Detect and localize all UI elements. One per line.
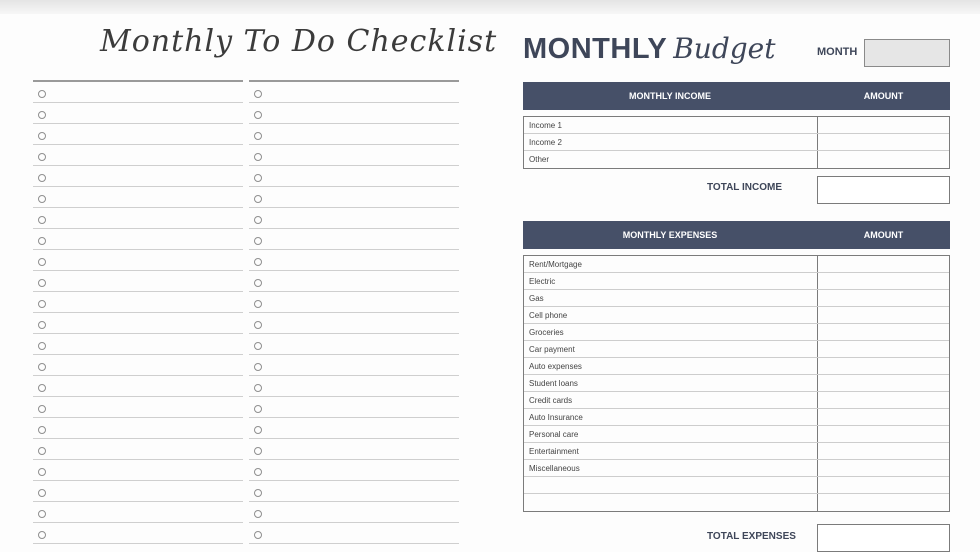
row-label: Other [524, 151, 818, 168]
table-row [524, 460, 949, 477]
checkbox-circle-icon[interactable] [38, 489, 46, 497]
table-row [524, 117, 949, 134]
checklist-row[interactable] [249, 397, 459, 418]
checkbox-circle-icon[interactable] [254, 258, 262, 266]
checkbox-circle-icon[interactable] [254, 468, 262, 476]
row-label: Car payment [524, 341, 818, 357]
table-row [524, 358, 949, 375]
checklist-row[interactable] [33, 250, 243, 271]
checklist-row[interactable] [33, 460, 243, 481]
checklist-row[interactable] [249, 124, 459, 145]
checklist-row[interactable] [33, 187, 243, 208]
checkbox-circle-icon[interactable] [254, 195, 262, 203]
checkbox-circle-icon[interactable] [38, 468, 46, 476]
checkbox-circle-icon[interactable] [38, 279, 46, 287]
checkbox-circle-icon[interactable] [254, 447, 262, 455]
amount-cell[interactable] [818, 324, 949, 340]
amount-cell[interactable] [818, 358, 949, 374]
row-label: Electric [524, 273, 818, 289]
checklist-column-right [249, 80, 459, 544]
checklist-row[interactable] [33, 103, 243, 124]
checklist-row[interactable] [249, 481, 459, 502]
amount-cell[interactable] [818, 426, 949, 442]
checkbox-circle-icon[interactable] [38, 300, 46, 308]
amount-cell[interactable] [818, 341, 949, 357]
row-label: Cell phone [524, 307, 818, 323]
checklist-row[interactable] [33, 481, 243, 502]
checkbox-circle-icon[interactable] [38, 195, 46, 203]
checklist-row[interactable] [249, 229, 459, 250]
budget-title [523, 32, 776, 72]
checklist-row[interactable] [249, 208, 459, 229]
checkbox-circle-icon[interactable] [38, 510, 46, 518]
row-label: Income 1 [524, 117, 818, 133]
checkbox-circle-icon[interactable] [38, 258, 46, 266]
checklist-row[interactable] [33, 313, 243, 334]
income-header-label: MONTHLY INCOME [628, 91, 711, 101]
amount-cell[interactable] [818, 117, 949, 133]
checklist-row[interactable] [249, 145, 459, 166]
amount-cell[interactable] [818, 273, 949, 289]
total-income-label: TOTAL INCOME [707, 182, 782, 193]
row-label: Credit cards [524, 392, 818, 408]
checkbox-circle-icon[interactable] [38, 447, 46, 455]
table-row [524, 426, 949, 443]
row-label: Entertainment [524, 443, 818, 459]
checkbox-circle-icon[interactable] [254, 153, 262, 161]
checkbox-circle-icon[interactable] [254, 237, 262, 245]
checkbox-circle-icon[interactable] [254, 321, 262, 329]
row-label: Miscellaneous [524, 460, 818, 476]
amount-cell[interactable] [818, 460, 949, 476]
row-label: Rent/Mortgage [524, 256, 818, 272]
income-header [523, 82, 950, 110]
table-row [524, 392, 949, 409]
checkbox-circle-icon[interactable] [254, 384, 262, 392]
checkbox-circle-icon[interactable] [38, 405, 46, 413]
table-row [524, 375, 949, 392]
checklist-row[interactable] [249, 166, 459, 187]
amount-cell[interactable] [818, 477, 949, 493]
checklist-row[interactable] [33, 397, 243, 418]
checklist-row[interactable] [249, 292, 459, 313]
checkbox-circle-icon[interactable] [254, 342, 262, 350]
checkbox-circle-icon[interactable] [254, 90, 262, 98]
checklist-row[interactable] [33, 208, 243, 229]
checklist-row[interactable] [33, 229, 243, 250]
amount-cell[interactable] [818, 290, 949, 306]
checkbox-circle-icon[interactable] [38, 216, 46, 224]
checklist-column-left [33, 80, 243, 544]
amount-cell[interactable] [818, 307, 949, 323]
checkbox-circle-icon[interactable] [38, 321, 46, 329]
checkbox-circle-icon[interactable] [254, 426, 262, 434]
checklist-row[interactable] [249, 439, 459, 460]
checklist-row[interactable] [249, 460, 459, 481]
checklist-row[interactable] [249, 523, 459, 544]
checklist-row[interactable] [249, 250, 459, 271]
checklist-row[interactable] [33, 292, 243, 313]
checkbox-circle-icon[interactable] [38, 384, 46, 392]
amount-cell[interactable] [818, 409, 949, 425]
checklist-row[interactable] [249, 355, 459, 376]
amount-cell[interactable] [818, 443, 949, 459]
checkbox-circle-icon[interactable] [38, 90, 46, 98]
table-row [524, 443, 949, 460]
table-row [524, 477, 949, 494]
table-row [524, 151, 949, 168]
checkbox-circle-icon[interactable] [254, 111, 262, 119]
checklist-row[interactable] [249, 313, 459, 334]
checkbox-circle-icon[interactable] [254, 510, 262, 518]
checklist-row[interactable] [249, 502, 459, 523]
amount-cell[interactable] [818, 256, 949, 272]
checklist-row[interactable] [33, 355, 243, 376]
expenses-header-amount: AMOUNT [863, 230, 904, 240]
expenses-table [523, 255, 950, 512]
checklist-row[interactable] [33, 334, 243, 355]
month-field[interactable] [864, 39, 950, 67]
checklist-row[interactable] [33, 82, 243, 103]
table-row [524, 307, 949, 324]
checkbox-circle-icon[interactable] [38, 531, 46, 539]
checkbox-circle-icon[interactable] [254, 363, 262, 371]
checklist-row[interactable] [249, 103, 459, 124]
month-label: MONTH [817, 46, 858, 58]
row-label [524, 494, 818, 511]
checkbox-circle-icon[interactable] [254, 132, 262, 140]
checkbox-circle-icon[interactable] [254, 216, 262, 224]
checklist-row[interactable] [249, 418, 459, 439]
total-expenses-field[interactable] [817, 524, 950, 552]
amount-cell[interactable] [818, 134, 949, 150]
income-table [523, 116, 950, 169]
row-label: Groceries [524, 324, 818, 340]
table-row [524, 273, 949, 290]
table-row [524, 494, 949, 511]
table-row [524, 290, 949, 307]
checklist-row[interactable] [249, 82, 459, 103]
row-label: Auto Insurance [524, 409, 818, 425]
checklist-row[interactable] [249, 376, 459, 397]
row-label: Personal care [524, 426, 818, 442]
table-row [524, 409, 949, 426]
checklist-row[interactable] [249, 187, 459, 208]
row-label: Income 2 [524, 134, 818, 150]
expenses-header-label: MONTHLY EXPENSES [622, 230, 718, 240]
table-row [524, 341, 949, 358]
amount-cell[interactable] [818, 151, 949, 168]
checklist-row[interactable] [33, 418, 243, 439]
checklist-row[interactable] [249, 271, 459, 292]
checklist-row[interactable] [249, 334, 459, 355]
checkbox-circle-icon[interactable] [254, 531, 262, 539]
row-label: Gas [524, 290, 818, 306]
amount-cell[interactable] [818, 392, 949, 408]
checklist-row[interactable] [33, 502, 243, 523]
checkbox-circle-icon[interactable] [38, 237, 46, 245]
amount-cell[interactable] [818, 494, 949, 511]
checklist-title: Monthly To Do Checklist [100, 24, 498, 59]
income-header-amount: AMOUNT [863, 91, 904, 101]
checklist-row[interactable] [33, 376, 243, 397]
table-row [524, 256, 949, 273]
checklist-row[interactable] [33, 166, 243, 187]
checkbox-circle-icon[interactable] [254, 489, 262, 497]
checkbox-circle-icon[interactable] [38, 153, 46, 161]
row-label: Auto expenses [524, 358, 818, 374]
checkbox-circle-icon[interactable] [254, 279, 262, 287]
budget-title-bold: MONTHLY [523, 33, 668, 65]
checkbox-circle-icon[interactable] [38, 426, 46, 434]
checkbox-circle-icon[interactable] [254, 405, 262, 413]
total-expenses-label: TOTAL EXPENSES [707, 531, 796, 542]
checklist-row[interactable] [33, 124, 243, 145]
amount-cell[interactable] [818, 375, 949, 391]
checkbox-circle-icon[interactable] [38, 132, 46, 140]
table-row [524, 134, 949, 151]
checkbox-circle-icon[interactable] [38, 363, 46, 371]
checkbox-circle-icon[interactable] [38, 111, 46, 119]
row-label [524, 477, 818, 493]
total-income-field[interactable] [817, 176, 950, 204]
checklist-row[interactable] [33, 145, 243, 166]
checklist-row[interactable] [33, 523, 243, 544]
checkbox-circle-icon[interactable] [38, 174, 46, 182]
checklist-row[interactable] [33, 271, 243, 292]
expenses-header [523, 221, 950, 249]
browser-top-bar [0, 0, 980, 14]
checkbox-circle-icon[interactable] [254, 300, 262, 308]
checklist-row[interactable] [33, 439, 243, 460]
checkbox-circle-icon[interactable] [38, 342, 46, 350]
checkbox-circle-icon[interactable] [254, 174, 262, 182]
row-label: Student loans [524, 375, 818, 391]
budget-title-script: Budget [673, 32, 776, 65]
table-row [524, 324, 949, 341]
